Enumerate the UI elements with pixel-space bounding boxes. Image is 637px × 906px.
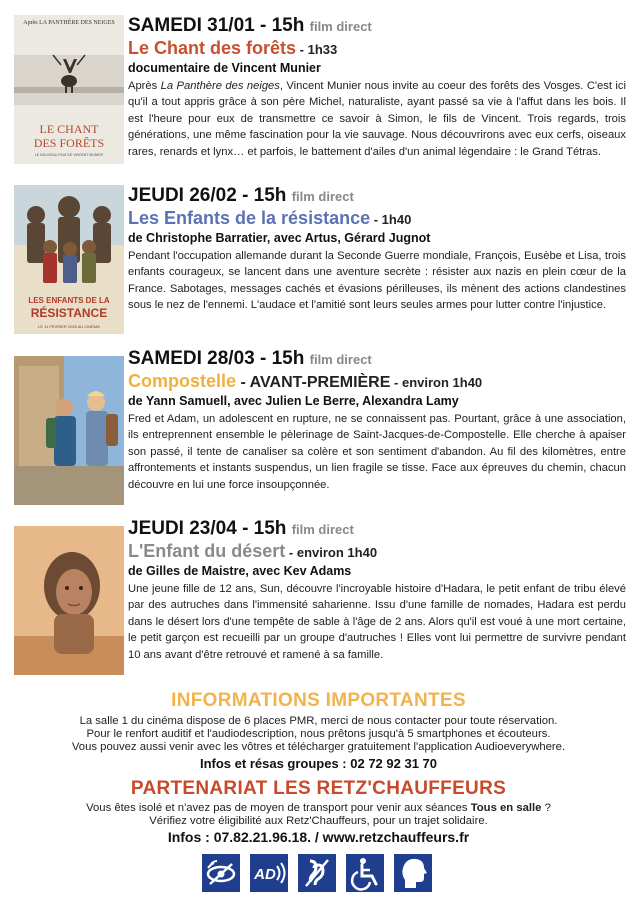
film-duration: - 1h40	[370, 212, 412, 227]
poster-compostelle	[14, 356, 124, 505]
poster-title-line2: RÉSISTANCE	[30, 306, 108, 320]
film-tag: film direct	[309, 352, 372, 367]
film-synopsis: Fred et Adam, un adolescent en rupture, ne se connaissent pas. Pourtant, grâce à une association, ils entreprennent ensemble le pèlerinage de Saint-Jacques-de-Compostelle. Elle cherche à apaiser son passé, il tente de canaliser sa colère et son sentiment d'abandon. Au fil des kilomètres, entre affrontements et instants suspendus, un lien fragile se tisse. Face aux épreuves du chemin, chacun découvre en lui une force insoupçonnée.	[128, 413, 626, 491]
poster-title-line1: LE CHANT	[39, 122, 99, 136]
film-duration: - environ 1h40	[390, 375, 483, 390]
info-line-pmr: La salle 1 du cinéma dispose de 6 places PMR, merci de nous contacter pour toute réservation.	[79, 715, 558, 727]
film-title: Le Chant des forêts	[128, 38, 297, 58]
film-synopsis: Une jeune fille de 12 ans, Sun, découvre l'incroyable histoire d'Hadara, le petit enfant de tribu élevé par des autruches dans l'immensité saharienne. Issu d'une famille de nomades, Hadara est perdu dans le désert lors d'une tempête de sable à l'âge de 2 ans. Alors qu'il est voué à une mort certaine, le petit garçon est recueilli par un groupe d'autruches ! Elles vont lui permettre de survivre pendant 10 ans avant d'être retrouvé et ramené à sa famille.	[128, 583, 626, 661]
audio-description-eye-icon	[202, 854, 240, 892]
poster-small-text: LE NOUVEAU FILM DE VINCENT MUNIER	[34, 153, 104, 157]
wheelchair-icon	[346, 854, 384, 892]
film-date: JEUDI 23/04 - 15h film direct	[128, 518, 354, 539]
film-tag: film direct	[291, 189, 354, 204]
film-title: Compostelle	[128, 371, 237, 391]
poster-title-line1: LES ENFANTS DE LA	[28, 296, 110, 305]
poster-les-enfants-de-la-resistance	[14, 185, 124, 334]
poster-top-text: Après LA PANTHÈRE DES NEIGES	[23, 20, 115, 26]
partner-line-eligibility: Vérifiez votre éligibilité aux Retz'Chauffeurs, pour un trajet solidaire.	[149, 815, 488, 827]
film-avant-premiere: - AVANT-PREMIÈRE	[236, 374, 391, 391]
poster-le-chant-des-forets	[14, 15, 124, 164]
poster-small-text: LE 11 FÉVRIER 2026 AU CINÉMA	[38, 324, 100, 329]
hearing-impaired-icon	[298, 854, 336, 892]
info-contact: Infos et résas groupes : 02 72 92 31 70	[199, 756, 437, 771]
poster-title-line2: DES FORÊTS	[33, 136, 105, 150]
film-date: JEUDI 26/02 - 15h film direct	[128, 185, 354, 206]
film-tag: film direct	[291, 522, 354, 537]
film-synopsis: Après La Panthère des neiges, Vincent Munier nous invite au coeur des forêts des Vosges. C'est ici qu'il a tout appris grâce à son père Michel, naturaliste, ayant passé sa vie à l'affut dans les bois. Il est l'heure pour eux de transmettre ce savoir à Simon, le fils de Vincent. Trois regards, trois générations, une même fascination pour la vie sauvage. Nous découvrirons avec eux cerfs, oiseaux rares, renards et lynx… et parfois, le battement d'ailes d'un animal légendaire : le Grand Tétras.	[128, 80, 626, 158]
film-duration: - environ 1h40	[285, 545, 378, 560]
info-heading: INFORMATIONS IMPORTANTES	[171, 690, 466, 711]
info-line-audio: Pour le renfort auditif et l'audiodescription, nous prêtons jusqu'à 5 smartphones et écouteurs.	[86, 728, 551, 740]
film-duration: - 1h33	[296, 42, 338, 57]
film-title: L'Enfant du désert	[128, 541, 286, 561]
film-credit: de Christophe Barratier, avec Artus, Gérard Jugnot	[128, 231, 431, 245]
info-line-app: Vous pouvez aussi venir avec les vôtres et télécharger gratuitement l'application Audioeverywhere.	[71, 741, 566, 753]
film-credit: de Gilles de Maistre, avec Kev Adams	[128, 564, 352, 578]
partner-line-isolated: Vous êtes isolé et n'avez pas de moyen de transport pour venir aux séances Tous en salle ?	[86, 802, 551, 814]
film-credit: documentaire de Vincent Munier	[128, 61, 321, 75]
film-date: SAMEDI 31/01 - 15h film direct	[128, 15, 372, 36]
partner-heading: PARTENARIAT LES RETZ'CHAUFFEURS	[130, 778, 507, 799]
accessibility-icons	[202, 854, 442, 896]
film-credit: de Yann Samuell, avec Julien Le Berre, Alexandra Lamy	[128, 394, 459, 408]
poster-enfant-du-desert	[14, 526, 124, 675]
audio-description-icon	[250, 854, 288, 892]
face-profile-icon	[394, 854, 432, 892]
film-tag: film direct	[309, 19, 372, 34]
film-date: SAMEDI 28/03 - 15h film direct	[128, 348, 372, 369]
svg-text:AD: AD	[254, 866, 276, 883]
partner-contact: Infos : 07.82.21.96.18. / www.retzchauffeurs.fr	[167, 829, 470, 845]
film-synopsis: Pendant l'occupation allemande durant la Seconde Guerre mondiale, François, Eusèbe et Lisa, trois enfants courageux, se lancent dans une aventure secrète : résister aux nazis en plein cœur de la France. Sabotages, messages cachés et évasions périlleuses, ils mènent des actions clandestines sous le nez de l'ennemi. L'audace et l'amitié sont leurs seules armes pour lutter contre l'injustice.	[128, 250, 626, 312]
film-title: Les Enfants de la résistance	[128, 208, 371, 228]
